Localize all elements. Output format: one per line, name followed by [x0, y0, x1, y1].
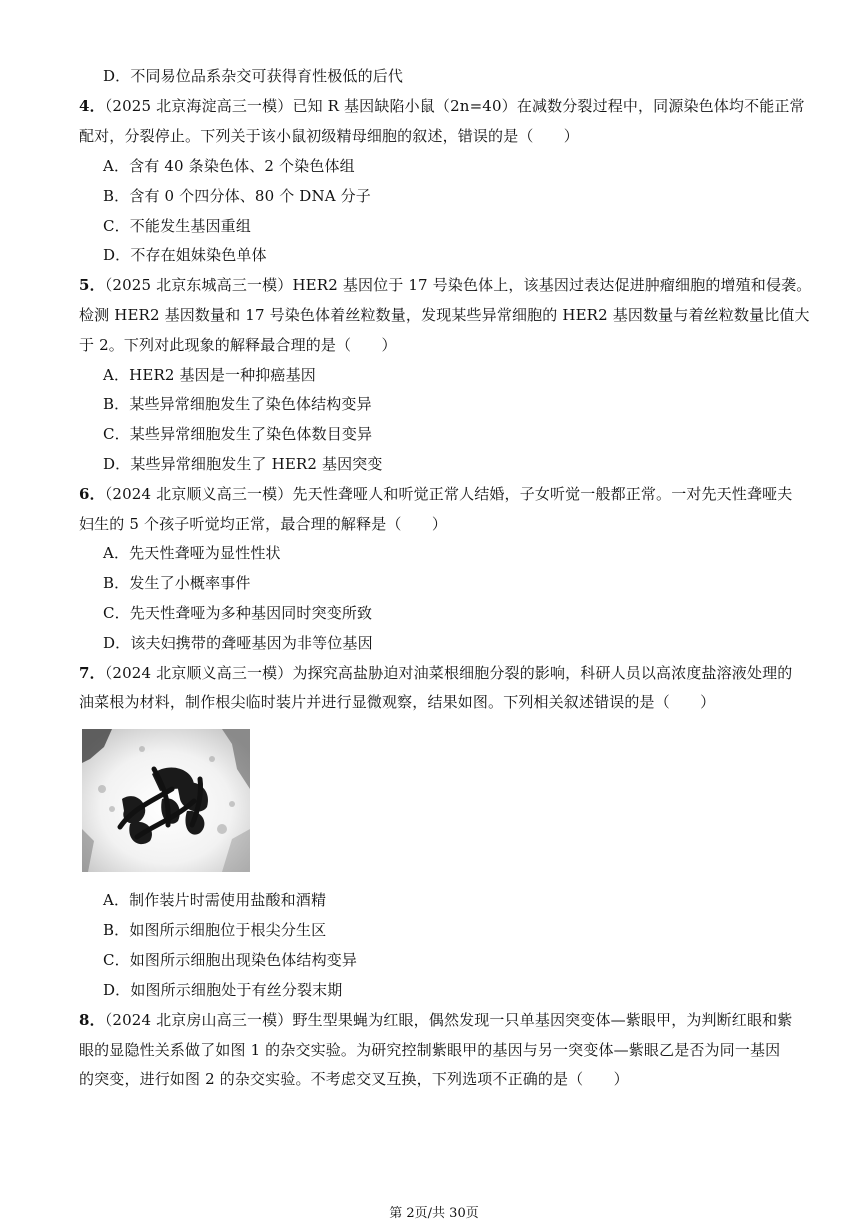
question-number: 8．: [79, 1011, 105, 1029]
option-6-c: C．先天性聋哑为多种基因同时突变所致: [103, 604, 373, 622]
option-4-a: A．含有 40 条染色体、2 个染色体组: [103, 157, 355, 175]
question-number: 5．: [79, 276, 105, 294]
page-footer: 第 2页/共 30页: [389, 1206, 479, 1221]
option-7-d: D．如图所示细胞处于有丝分裂末期: [103, 981, 343, 999]
option-6-d: D．该夫妇携带的聋哑基因为非等位基因: [103, 634, 373, 652]
option-4-b: B．含有 0 个四分体、80 个 DNA 分子: [103, 187, 371, 205]
option-7-b: B．如图所示细胞位于根尖分生区: [103, 921, 327, 939]
option-7-a: A．制作装片时需使用盐酸和酒精: [103, 891, 327, 909]
question-number: 6．: [79, 485, 105, 503]
option-6-b: B．发生了小概率事件: [103, 574, 251, 592]
micrograph-figure: [82, 729, 250, 872]
option-3-d: D．不同易位品系杂交可获得育性极低的后代: [103, 67, 404, 85]
question-8-stem-line-1: 8．（2024 北京房山高三一模）野生型果蝇为红眼，偶然发现一只单基因突变体—紫眼甲，为判断红眼和紫: [79, 1011, 793, 1029]
option-7-c: C．如图所示细胞出现染色体结构变异: [103, 951, 358, 969]
option-5-a: A．HER2 基因是一种抑癌基因: [103, 366, 316, 384]
option-4-d: D．不存在姐妹染色单体: [103, 246, 267, 264]
question-5-stem-line-3: 于 2。下列对此现象的解释最合理的是（ ）: [79, 336, 397, 354]
question-6-stem-line-2: 妇生的 5 个孩子听觉均正常，最合理的解释是（ ）: [79, 515, 447, 533]
question-5-stem-line-2: 检测 HER2 基因数量和 17 号染色体着丝粒数量，发现某些异常细胞的 HER2 基因数量与着丝粒数量比值大: [79, 306, 810, 324]
question-5-stem-line-1: 5．（2025 北京东城高三一模）HER2 基因位于 17 号染色体上，该基因过表达促进肿瘤细胞的增殖和侵袭。: [79, 276, 812, 294]
question-number: 7．: [79, 664, 105, 682]
question-8-stem-line-3: 的突变，进行如图 2 的杂交实验。不考虑交叉互换，下列选项不正确的是（ ）: [79, 1070, 629, 1088]
question-7-stem-line-1: 7．（2024 北京顺义高三一模）为探究高盐胁迫对油菜根细胞分裂的影响，科研人员以高浓度盐溶液处理的: [79, 664, 793, 682]
question-7-stem-line-2: 油菜根为材料，制作根尖临时装片并进行显微观察，结果如图。下列相关叙述错误的是（ ）: [79, 693, 716, 711]
option-6-a: A．先天性聋哑为显性性状: [103, 544, 281, 562]
question-4-stem-line-1: 4．（2025 北京海淀高三一模）已知 R 基因缺陷小鼠（2n=40）在减数分裂过程中，同源染色体均不能正常: [79, 97, 805, 115]
question-6-stem-line-1: 6．（2024 北京顺义高三一模）先天性聋哑人和听觉正常人结婚，子女听觉一般都正常。一对先天性聋哑夫: [79, 485, 793, 503]
option-5-c: C．某些异常细胞发生了染色体数目变异: [103, 425, 373, 443]
question-number: 4．: [79, 97, 105, 115]
option-4-c: C．不能发生基因重组: [103, 217, 251, 235]
option-5-b: B．某些异常细胞发生了染色体结构变异: [103, 395, 372, 413]
option-5-d: D．某些异常细胞发生了 HER2 基因突变: [103, 455, 383, 473]
question-8-stem-line-2: 眼的显隐性关系做了如图 1 的杂交实验。为研究控制紫眼甲的基因与另一突变体—紫眼乙是否为同一基因: [79, 1041, 781, 1059]
question-4-stem-line-2: 配对，分裂停止。下列关于该小鼠初级精母细胞的叙述，错误的是（ ）: [79, 127, 579, 145]
